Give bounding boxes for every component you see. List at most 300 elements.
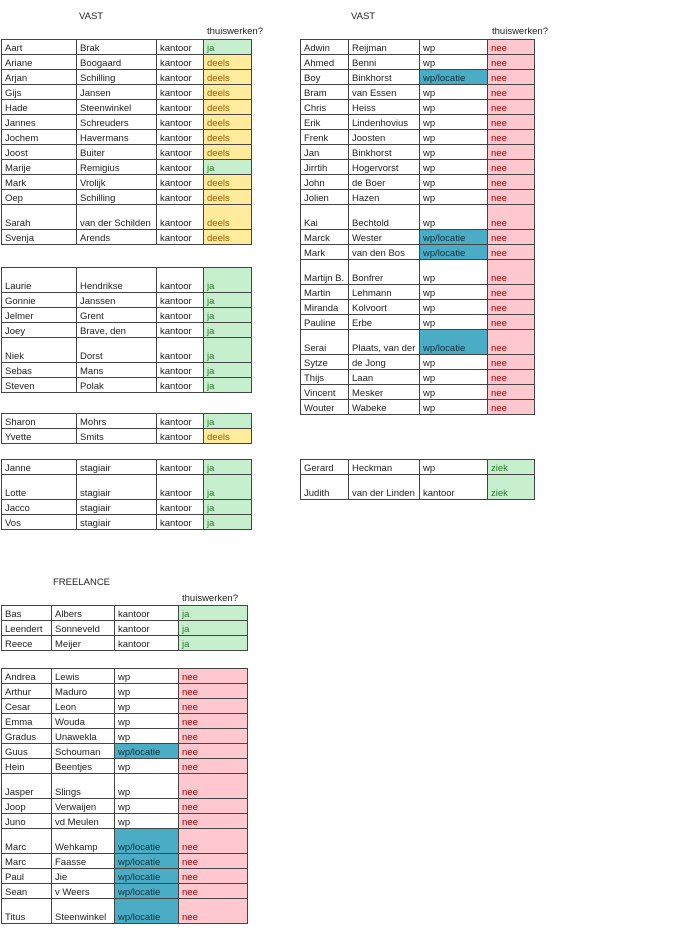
status-cell: nee (179, 799, 248, 814)
first-name-cell: Arjan (2, 70, 77, 85)
table-row (301, 385, 535, 400)
table-row (301, 70, 535, 85)
table-row (2, 40, 252, 55)
first-name-cell: Yvette (2, 429, 77, 444)
last-name-cell: Wabeke (349, 400, 420, 415)
status-cell: nee (488, 115, 535, 130)
status-cell: nee (488, 370, 535, 385)
status-cell: ziek (488, 475, 535, 500)
table-row (301, 315, 535, 330)
first-name-cell: Serai (301, 330, 349, 355)
first-name-cell: Juno (2, 814, 52, 829)
status-cell: ja (204, 308, 252, 323)
last-name-cell: stagiair (77, 460, 157, 475)
first-name-cell: Reece (2, 636, 52, 651)
location-cell: kantoor (115, 621, 179, 636)
location-cell: kantoor (157, 475, 204, 500)
first-name-cell: Joost (2, 145, 77, 160)
status-cell: nee (488, 130, 535, 145)
location-cell: kantoor (157, 363, 204, 378)
table-row (2, 515, 252, 530)
table-row (301, 205, 535, 230)
status-cell: nee (179, 744, 248, 759)
vast-employees-table (1, 267, 252, 393)
table-row (2, 899, 248, 924)
first-name-cell: Niek (2, 338, 77, 363)
last-name-cell: Bonfrer (349, 260, 420, 285)
first-name-cell: Emma (2, 714, 52, 729)
table-row (301, 85, 535, 100)
status-cell: nee (179, 669, 248, 684)
table-row (301, 175, 535, 190)
last-name-cell: Reijman (349, 40, 420, 55)
first-name-cell: Andrea (2, 669, 52, 684)
first-name-cell: Frenk (301, 130, 349, 145)
last-name-cell: Schreuders (77, 115, 157, 130)
status-cell: ja (204, 338, 252, 363)
first-name-cell: Jasper (2, 774, 52, 799)
last-name-cell: Albers (52, 606, 115, 621)
last-name-cell: Schilling (77, 70, 157, 85)
vast-wp-employees-table (300, 39, 535, 415)
first-name-cell: Vos (2, 515, 77, 530)
status-cell: nee (179, 759, 248, 774)
table-row (301, 55, 535, 70)
first-name-cell: Joey (2, 323, 77, 338)
last-name-cell: van der Schilden (77, 205, 157, 230)
last-name-cell: Benni (349, 55, 420, 70)
last-name-cell: Vrolijk (77, 175, 157, 190)
last-name-cell: Lindenhovius (349, 115, 420, 130)
status-cell: ja (179, 636, 248, 651)
location-cell: kantoor (157, 190, 204, 205)
location-cell: wp (115, 759, 179, 774)
first-name-cell: Pauline (301, 315, 349, 330)
status-cell: ja (204, 378, 252, 393)
location-cell: wp (420, 460, 488, 475)
status-cell: nee (488, 355, 535, 370)
first-name-cell: Lotte (2, 475, 77, 500)
table-row (301, 160, 535, 175)
first-name-cell: Titus (2, 899, 52, 924)
status-cell: nee (488, 330, 535, 355)
freelance-office-table (1, 605, 248, 651)
location-cell: kantoor (157, 378, 204, 393)
table-row (301, 145, 535, 160)
last-name-cell: v Weers (52, 884, 115, 899)
first-name-cell: Marc (2, 829, 52, 854)
first-name-cell: Laurie (2, 268, 77, 293)
status-cell: ja (204, 500, 252, 515)
table-row (301, 355, 535, 370)
status-cell: nee (179, 884, 248, 899)
last-name-cell: Heiss (349, 100, 420, 115)
table-row (2, 205, 252, 230)
table-row (301, 260, 535, 285)
status-cell: nee (179, 729, 248, 744)
freelance-column-header: thuiswerken? (182, 593, 238, 604)
location-cell: wp (115, 714, 179, 729)
table-row (2, 744, 248, 759)
location-cell: wp/locatie (420, 245, 488, 260)
location-cell: kantoor (157, 205, 204, 230)
last-name-cell: Steenwinkel (77, 100, 157, 115)
location-cell: wp (115, 699, 179, 714)
last-name-cell: Boogaard (77, 55, 157, 70)
first-name-cell: Boy (301, 70, 349, 85)
location-cell: wp/locatie (115, 869, 179, 884)
location-cell: wp (420, 115, 488, 130)
location-cell: wp/locatie (420, 230, 488, 245)
last-name-cell: Polak (77, 378, 157, 393)
status-cell: nee (488, 85, 535, 100)
sick-employees-table (300, 459, 535, 500)
first-name-cell: Martin (301, 285, 349, 300)
location-cell: wp/locatie (420, 70, 488, 85)
location-cell: kantoor (157, 429, 204, 444)
table-row (2, 100, 252, 115)
first-name-cell: Hein (2, 759, 52, 774)
last-name-cell: vd Meulen (52, 814, 115, 829)
location-cell: wp (420, 400, 488, 415)
table-row (301, 130, 535, 145)
table-row (301, 330, 535, 355)
table-row (301, 475, 535, 500)
status-cell: nee (179, 829, 248, 854)
first-name-cell: Steven (2, 378, 77, 393)
last-name-cell: Binkhorst (349, 70, 420, 85)
last-name-cell: Brave, den (77, 323, 157, 338)
table-row (2, 684, 248, 699)
last-name-cell: de Boer (349, 175, 420, 190)
table-row (2, 70, 252, 85)
first-name-cell: Leendert (2, 621, 52, 636)
table-row (2, 160, 252, 175)
status-cell: nee (488, 315, 535, 330)
freelance-label: FREELANCE (53, 577, 111, 588)
location-cell: wp/locatie (420, 330, 488, 355)
status-cell: ja (204, 160, 252, 175)
location-cell: wp (420, 300, 488, 315)
status-cell: ziek (488, 460, 535, 475)
first-name-cell: Jannes (2, 115, 77, 130)
last-name-cell: Havermans (77, 130, 157, 145)
status-cell: deels (204, 190, 252, 205)
location-cell: kantoor (157, 414, 204, 429)
table-row (2, 85, 252, 100)
status-cell: nee (488, 190, 535, 205)
table-row (2, 230, 252, 245)
last-name-cell: Hogervorst (349, 160, 420, 175)
location-cell: kantoor (157, 130, 204, 145)
status-cell: nee (488, 175, 535, 190)
location-cell: wp (115, 684, 179, 699)
table-row (301, 400, 535, 415)
last-name-cell: Wehkamp (52, 829, 115, 854)
location-cell: wp (115, 774, 179, 799)
location-cell: kantoor (157, 500, 204, 515)
location-cell: kantoor (157, 55, 204, 70)
last-name-cell: Wester (349, 230, 420, 245)
location-cell: wp/locatie (115, 884, 179, 899)
table-row (301, 100, 535, 115)
first-name-cell: Paul (2, 869, 52, 884)
last-name-cell: Lehmann (349, 285, 420, 300)
status-cell: ja (204, 414, 252, 429)
last-name-cell: Plaats, van der (349, 330, 420, 355)
location-cell: wp (420, 285, 488, 300)
location-cell: wp (420, 355, 488, 370)
first-name-cell: Jacco (2, 500, 77, 515)
table-row (2, 378, 252, 393)
first-name-cell: John (301, 175, 349, 190)
location-cell: kantoor (157, 70, 204, 85)
status-cell: nee (179, 814, 248, 829)
status-cell: deels (204, 55, 252, 70)
status-cell: deels (204, 130, 252, 145)
first-name-cell: Chris (301, 100, 349, 115)
location-cell: wp (420, 130, 488, 145)
status-cell: deels (204, 70, 252, 85)
status-cell: ja (204, 323, 252, 338)
location-cell: kantoor (115, 606, 179, 621)
location-cell: wp (420, 205, 488, 230)
table-row (2, 323, 252, 338)
last-name-cell: Hazen (349, 190, 420, 205)
last-name-cell: Jie (52, 869, 115, 884)
last-name-cell: Mans (77, 363, 157, 378)
status-cell: nee (488, 160, 535, 175)
first-name-cell: Jelmer (2, 308, 77, 323)
last-name-cell: Verwaijen (52, 799, 115, 814)
location-cell: kantoor (157, 115, 204, 130)
table-row (2, 636, 248, 651)
first-name-cell: Oep (2, 190, 77, 205)
table-row (301, 190, 535, 205)
status-cell: deels (204, 115, 252, 130)
vast-employees-table (1, 39, 252, 245)
first-name-cell: Cesar (2, 699, 52, 714)
status-cell: nee (488, 100, 535, 115)
first-name-cell: Jolien (301, 190, 349, 205)
first-name-cell: Gijs (2, 85, 77, 100)
last-name-cell: van Essen (349, 85, 420, 100)
location-cell: kantoor (157, 160, 204, 175)
vast-right-column-header: thuiswerken? (492, 26, 548, 37)
location-cell: wp (115, 814, 179, 829)
table-row (301, 230, 535, 245)
first-name-cell: Jan (301, 145, 349, 160)
location-cell: kantoor (157, 515, 204, 530)
table-row (301, 40, 535, 55)
first-name-cell: Bas (2, 606, 52, 621)
first-name-cell: Bram (301, 85, 349, 100)
first-name-cell: Jirrtih (301, 160, 349, 175)
first-name-cell: Janne (2, 460, 77, 475)
table-row (301, 300, 535, 315)
status-cell: nee (488, 145, 535, 160)
last-name-cell: de Jong (349, 355, 420, 370)
table-row (2, 130, 252, 145)
last-name-cell: Heckman (349, 460, 420, 475)
vast-employees-table (1, 413, 252, 444)
table-row (301, 370, 535, 385)
table-row (2, 414, 252, 429)
status-cell: ja (204, 475, 252, 500)
status-cell: nee (488, 400, 535, 415)
first-name-cell: Marck (301, 230, 349, 245)
vast-right-label: VAST (351, 11, 376, 22)
first-name-cell: Joop (2, 799, 52, 814)
location-cell: wp (115, 799, 179, 814)
table-row (301, 285, 535, 300)
first-name-cell: Sarah (2, 205, 77, 230)
status-cell: ja (179, 606, 248, 621)
last-name-cell: Hendrikse (77, 268, 157, 293)
status-cell: nee (488, 245, 535, 260)
status-cell: nee (488, 230, 535, 245)
last-name-cell: Unawekla (52, 729, 115, 744)
location-cell: kantoor (157, 308, 204, 323)
table-row (2, 621, 248, 636)
status-cell: nee (488, 285, 535, 300)
last-name-cell: Leon (52, 699, 115, 714)
last-name-cell: Erbe (349, 315, 420, 330)
location-cell: kantoor (420, 475, 488, 500)
table-row (2, 115, 252, 130)
table-row (301, 115, 535, 130)
location-cell: kantoor (115, 636, 179, 651)
status-cell: deels (204, 429, 252, 444)
status-cell: nee (488, 70, 535, 85)
status-cell: ja (204, 293, 252, 308)
location-cell: kantoor (157, 230, 204, 245)
last-name-cell: Sonneveld (52, 621, 115, 636)
table-row (2, 759, 248, 774)
first-name-cell: Judith (301, 475, 349, 500)
table-row (2, 268, 252, 293)
last-name-cell: Janssen (77, 293, 157, 308)
table-row (301, 460, 535, 475)
status-cell: nee (488, 300, 535, 315)
table-row (2, 429, 252, 444)
table-row (2, 774, 248, 799)
table-row (2, 699, 248, 714)
status-cell: deels (204, 100, 252, 115)
first-name-cell: Marije (2, 160, 77, 175)
last-name-cell: Arends (77, 230, 157, 245)
location-cell: wp (420, 260, 488, 285)
table-row (2, 714, 248, 729)
status-cell: deels (204, 230, 252, 245)
location-cell: wp (420, 160, 488, 175)
last-name-cell: Wouda (52, 714, 115, 729)
location-cell: wp (420, 40, 488, 55)
status-cell: nee (488, 260, 535, 285)
last-name-cell: Maduro (52, 684, 115, 699)
last-name-cell: Slings (52, 774, 115, 799)
last-name-cell: Buiter (77, 145, 157, 160)
first-name-cell: Sytze (301, 355, 349, 370)
first-name-cell: Svenja (2, 230, 77, 245)
first-name-cell: Miranda (301, 300, 349, 315)
last-name-cell: Faasse (52, 854, 115, 869)
table-row (2, 729, 248, 744)
table-row (2, 814, 248, 829)
location-cell: wp (420, 85, 488, 100)
table-row (2, 475, 252, 500)
last-name-cell: Mesker (349, 385, 420, 400)
status-cell: deels (204, 145, 252, 160)
last-name-cell: Schilling (77, 190, 157, 205)
status-cell: ja (204, 460, 252, 475)
last-name-cell: van den Bos (349, 245, 420, 260)
location-cell: kantoor (157, 145, 204, 160)
location-cell: wp/locatie (115, 854, 179, 869)
last-name-cell: Jansen (77, 85, 157, 100)
location-cell: wp/locatie (115, 744, 179, 759)
location-cell: kantoor (157, 268, 204, 293)
last-name-cell: van der Linden (349, 475, 420, 500)
table-row (2, 293, 252, 308)
table-row (2, 869, 248, 884)
location-cell: wp (420, 100, 488, 115)
last-name-cell: Kolvoort (349, 300, 420, 315)
status-cell: nee (488, 55, 535, 70)
status-cell: ja (204, 40, 252, 55)
status-cell: ja (179, 621, 248, 636)
last-name-cell: Dorst (77, 338, 157, 363)
status-cell: nee (179, 899, 248, 924)
first-name-cell: Guus (2, 744, 52, 759)
status-cell: nee (179, 854, 248, 869)
first-name-cell: Thijs (301, 370, 349, 385)
location-cell: wp (115, 729, 179, 744)
first-name-cell: Mark (301, 245, 349, 260)
last-name-cell: Remigius (77, 160, 157, 175)
status-cell: deels (204, 175, 252, 190)
first-name-cell: Sebas (2, 363, 77, 378)
status-cell: nee (179, 774, 248, 799)
first-name-cell: Ariane (2, 55, 77, 70)
location-cell: kantoor (157, 85, 204, 100)
first-name-cell: Vincent (301, 385, 349, 400)
last-name-cell: Lewis (52, 669, 115, 684)
location-cell: kantoor (157, 338, 204, 363)
table-row (2, 884, 248, 899)
table-row (301, 245, 535, 260)
table-row (2, 55, 252, 70)
location-cell: kantoor (157, 293, 204, 308)
last-name-cell: stagiair (77, 475, 157, 500)
vast-left-column-header: thuiswerken? (207, 26, 263, 37)
location-cell: wp (420, 315, 488, 330)
location-cell: kantoor (157, 323, 204, 338)
location-cell: kantoor (157, 175, 204, 190)
location-cell: wp (420, 190, 488, 205)
first-name-cell: Gonnie (2, 293, 77, 308)
last-name-cell: Smits (77, 429, 157, 444)
last-name-cell: Brak (77, 40, 157, 55)
first-name-cell: Hade (2, 100, 77, 115)
last-name-cell: Laan (349, 370, 420, 385)
first-name-cell: Sharon (2, 414, 77, 429)
status-cell: ja (204, 363, 252, 378)
location-cell: kantoor (157, 460, 204, 475)
last-name-cell: Grent (77, 308, 157, 323)
last-name-cell: Bechtold (349, 205, 420, 230)
table-row (2, 669, 248, 684)
